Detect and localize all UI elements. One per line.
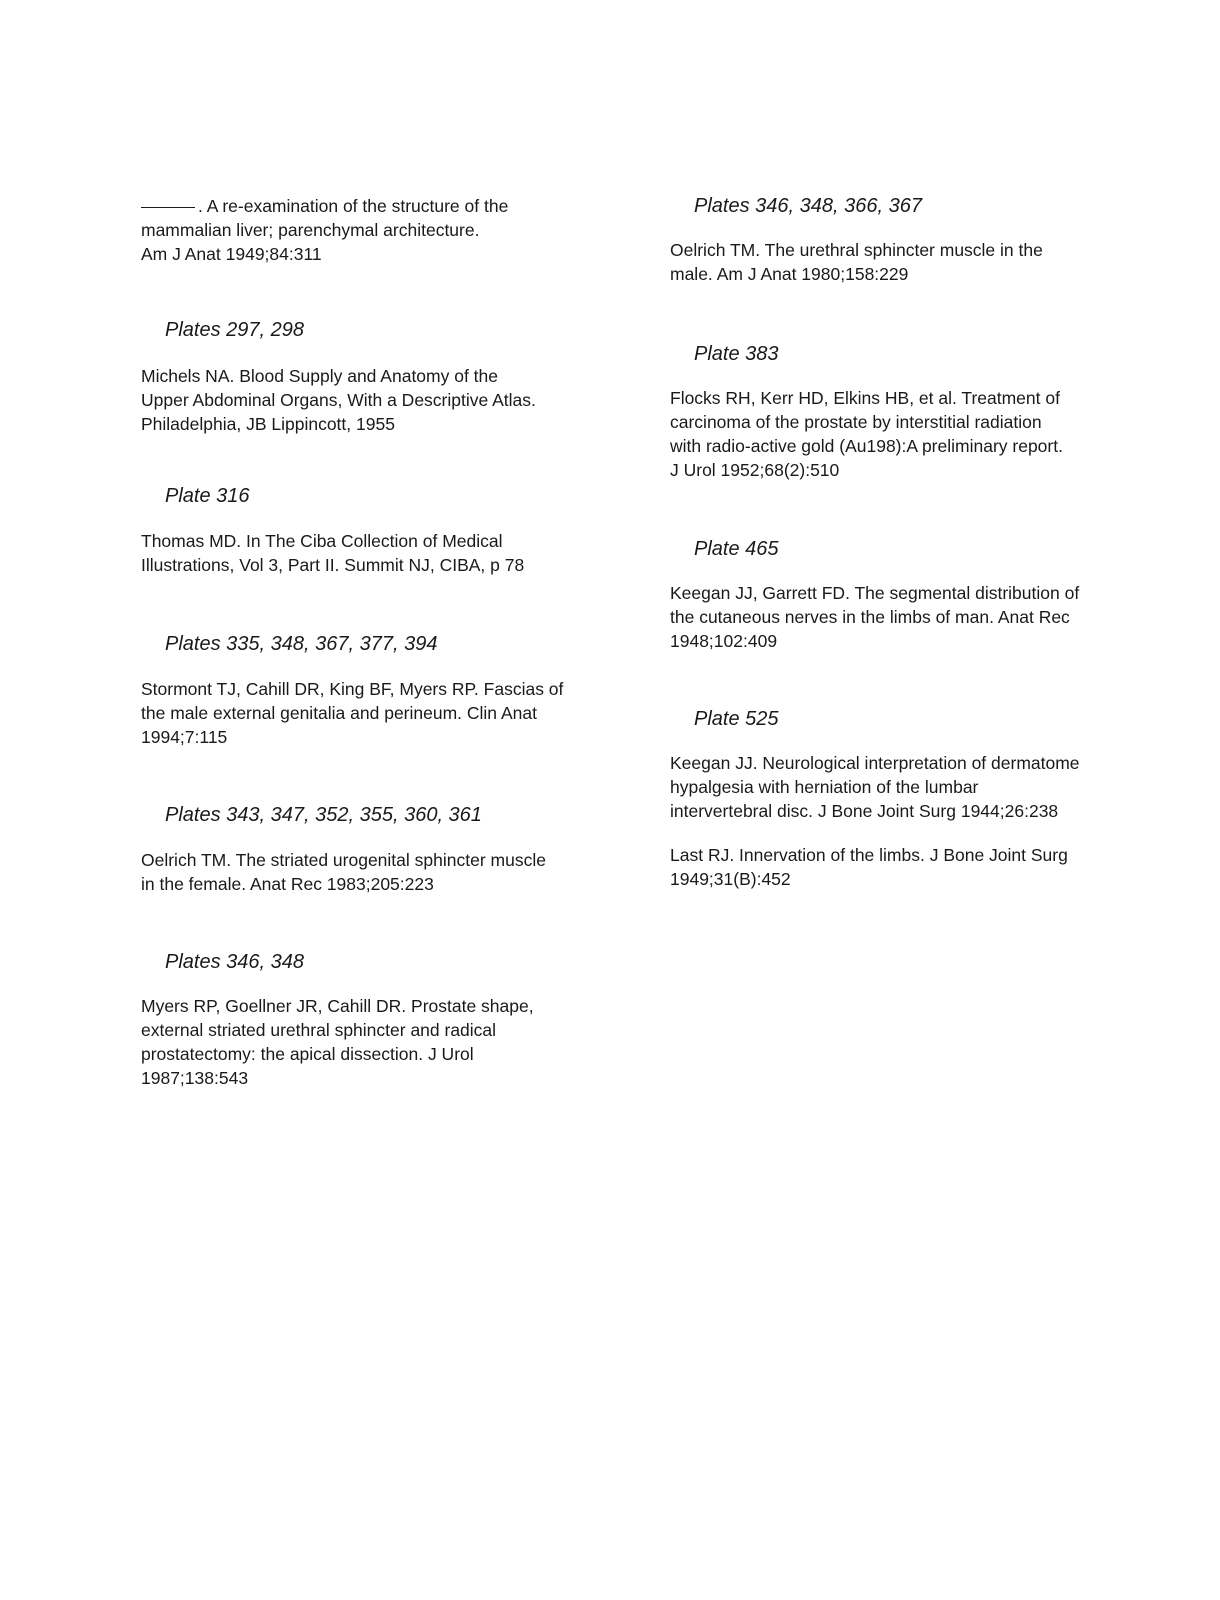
reference-entry — [670, 238, 1150, 286]
plate-heading: Plates 346, 348, 366, 367 — [694, 195, 922, 217]
reference-entry — [670, 751, 1150, 823]
reference-entry — [141, 848, 621, 896]
reference-entry — [670, 386, 1150, 482]
plate-heading: Plate 465 — [694, 538, 779, 560]
reference-entry — [141, 364, 621, 436]
ditto-dash — [141, 207, 195, 208]
plate-section — [670, 707, 1150, 731]
reference-text: Last RJ. Innervation of the limbs. J Bone Joint Surg 1949;31(B):452 — [670, 845, 1068, 889]
reference-text: Stormont TJ, Cahill DR, King BF, Myers RP. Fascias of the male external genitalia and perineum. Clin Anat 1994;7:115 — [141, 679, 564, 747]
plate-section — [670, 537, 1150, 561]
plate-heading: Plate 316 — [165, 485, 250, 507]
plate-heading: Plate 383 — [694, 343, 779, 365]
reference-text: Myers RP, Goellner JR, Cahill DR. Prostate shape, external striated urethral sphincter and radical prostatectomy: the apical dissection. J Urol 1987;138:543 — [141, 996, 534, 1088]
reference-entry — [670, 843, 1150, 891]
plate-heading: Plates 297, 298 — [165, 319, 304, 341]
reference-entry — [670, 581, 1150, 653]
reference-continuation: . A re-examination of the structure of the mammalian liver; parenchymal architecture. Am J Anat 1949;84:311 — [141, 196, 509, 264]
plate-section — [141, 484, 621, 508]
reference-entry — [141, 194, 621, 266]
reference-text: Oelrich TM. The urethral sphincter muscle in the male. Am J Anat 1980;158:229 — [670, 240, 1043, 284]
reference-text: Keegan JJ, Garrett FD. The segmental distribution of the cutaneous nerves in the limbs of man. Anat Rec 1948;102:409 — [670, 583, 1080, 651]
reference-text: Thomas MD. In The Ciba Collection of Medical Illustrations, Vol 3, Part II. Summit NJ, CIBA, p 78 — [141, 531, 525, 575]
plate-section — [141, 318, 621, 342]
plate-section — [141, 950, 621, 974]
reference-entry — [141, 677, 621, 749]
plate-section — [141, 632, 621, 656]
plate-heading: Plates 343, 347, 352, 355, 360, 361 — [165, 804, 482, 826]
plate-section — [670, 194, 1150, 218]
reference-entry — [141, 529, 621, 577]
reference-text: Keegan JJ. Neurological interpretation of dermatome hypalgesia with herniation of the lumbar intervertebral disc. J Bone Joint Surg 1944;26:238 — [670, 753, 1080, 821]
reference-text: Michels NA. Blood Supply and Anatomy of the Upper Abdominal Organs, With a Descriptive Atlas. Philadelphia, JB Lippincott, 1955 — [141, 366, 536, 434]
reference-entry — [141, 994, 621, 1090]
plate-section — [670, 342, 1150, 366]
plate-heading: Plate 525 — [694, 708, 779, 730]
plate-heading: Plates 335, 348, 367, 377, 394 — [165, 633, 438, 655]
reference-text — [141, 194, 621, 266]
reference-text: Flocks RH, Kerr HD, Elkins HB, et al. Treatment of carcinoma of the prostate by interstitial radiation with radio-active gold (Au198):A preliminary report. J Urol 1952;68(2):510 — [670, 388, 1063, 480]
plate-section — [141, 803, 621, 827]
plate-heading: Plates 346, 348 — [165, 951, 304, 973]
reference-text: Oelrich TM. The striated urogenital sphincter muscle in the female. Anat Rec 1983;205:223 — [141, 850, 546, 894]
